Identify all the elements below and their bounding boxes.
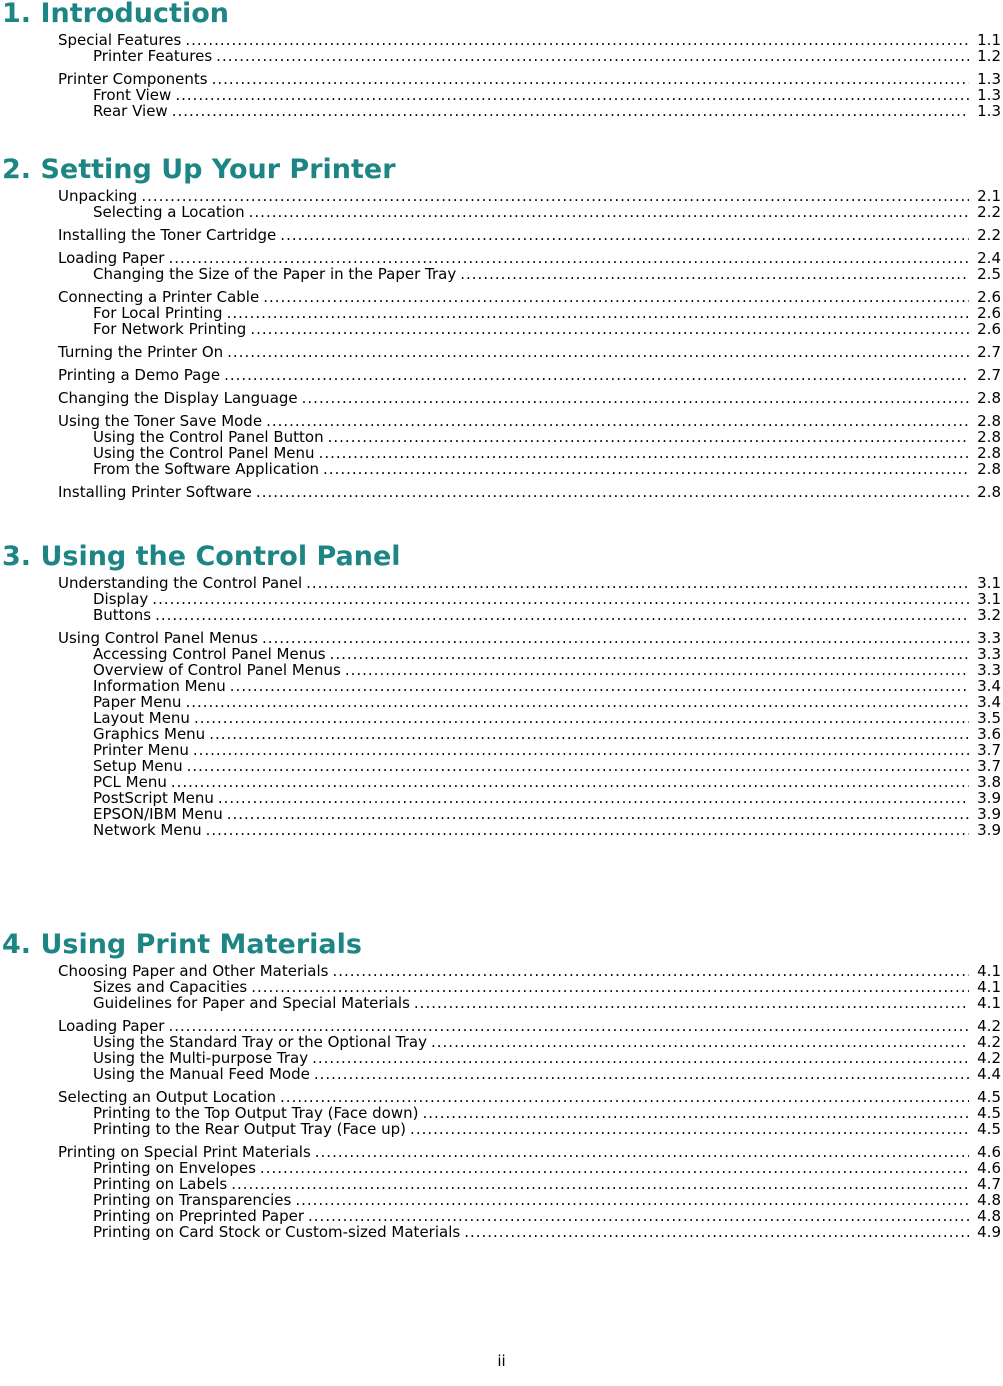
dot-leader <box>280 1089 969 1105</box>
toc-entry-label: Turning the Printer On <box>58 343 224 361</box>
toc-entry-page: 2.8 <box>977 460 1001 478</box>
toc-section-entry[interactable] <box>0 367 1003 383</box>
chapter-title: 1. Introduction <box>2 0 229 29</box>
toc-entry-label: Rear View <box>93 102 168 120</box>
toc-entry-page: 4.1 <box>977 962 1001 980</box>
toc-entry-page: 2.8 <box>977 428 1001 446</box>
toc-subsection-entry[interactable] <box>0 1176 1003 1192</box>
toc-subsection-entry[interactable] <box>0 806 1003 822</box>
toc-entry-label: Using the Control Panel Menu <box>93 444 315 462</box>
dot-leader <box>422 1105 969 1121</box>
toc-subsection-entry[interactable] <box>0 321 1003 337</box>
toc-entry-page: 1.3 <box>977 102 1001 120</box>
toc-subsection-entry[interactable] <box>0 1050 1003 1066</box>
toc-entry-page: 4.1 <box>977 994 1001 1012</box>
dot-leader <box>262 630 969 646</box>
chapter-title: 2. Setting Up Your Printer <box>2 154 396 185</box>
toc-section-entry[interactable] <box>0 413 1003 429</box>
toc-entry-label: Using the Toner Save Mode <box>58 412 263 430</box>
dot-leader <box>256 484 969 500</box>
toc-entry-page: 4.8 <box>977 1191 1001 1209</box>
toc-section-entry[interactable] <box>0 575 1003 591</box>
toc-subsection-entry[interactable] <box>0 979 1003 995</box>
toc-subsection-entry[interactable] <box>0 646 1003 662</box>
toc-subsection-entry[interactable] <box>0 1208 1003 1224</box>
toc-subsection-entry[interactable] <box>0 204 1003 220</box>
chapter-2 <box>0 156 1003 500</box>
toc-subsection-entry[interactable] <box>0 607 1003 623</box>
toc-entry-label: Information Menu <box>93 677 226 695</box>
toc-section-entry[interactable] <box>0 250 1003 266</box>
dot-leader <box>175 87 969 103</box>
dot-leader <box>302 390 969 406</box>
chapter-entries <box>0 575 1003 838</box>
toc-entry-label: Unpacking <box>58 187 138 205</box>
toc-entry-page: 3.3 <box>977 645 1001 663</box>
toc-entry-label: Printing on Transparencies <box>93 1191 292 1209</box>
toc-entry-label: Overview of Control Panel Menus <box>93 661 341 679</box>
toc-entry-label: Printing on Envelopes <box>93 1159 256 1177</box>
dot-leader <box>227 806 969 822</box>
toc-subsection-entry[interactable] <box>0 1066 1003 1082</box>
dot-leader <box>206 822 969 838</box>
toc-subsection-entry[interactable] <box>0 694 1003 710</box>
toc-entry-page: 2.6 <box>977 304 1001 322</box>
toc-section-entry[interactable] <box>0 188 1003 204</box>
toc-entry-page: 4.5 <box>977 1088 1001 1106</box>
toc-entry-page: 3.2 <box>977 606 1001 624</box>
toc-section-entry[interactable] <box>0 32 1003 48</box>
toc-entry-page: 4.5 <box>977 1120 1001 1138</box>
toc-entry-label: Network Menu <box>93 821 202 839</box>
toc-subsection-entry[interactable] <box>0 758 1003 774</box>
dot-leader <box>323 461 969 477</box>
chapter-title: 3. Using the Control Panel <box>2 541 401 572</box>
toc-entry-page: 4.6 <box>977 1143 1001 1161</box>
dot-leader <box>266 413 969 429</box>
toc-entry-page: 3.4 <box>977 693 1001 711</box>
toc-entry-label: Sizes and Capacities <box>93 978 248 996</box>
toc-entry-label: Installing the Toner Cartridge <box>58 226 277 244</box>
toc-subsection-entry[interactable] <box>0 103 1003 119</box>
toc-entry-page: 4.4 <box>977 1065 1001 1083</box>
toc-subsection-entry[interactable] <box>0 790 1003 806</box>
toc-entry-label: Paper Menu <box>93 693 182 711</box>
toc-entry-label: For Network Printing <box>93 320 247 338</box>
toc-subsection-entry[interactable] <box>0 995 1003 1011</box>
toc-entry-label: Printing on Preprinted Paper <box>93 1207 305 1225</box>
toc-entry-label: For Local Printing <box>93 304 223 322</box>
toc-entry-label: Printing a Demo Page <box>58 366 221 384</box>
toc-entry-label: Guidelines for Paper and Special Materials <box>93 994 410 1012</box>
dot-leader <box>260 1160 969 1176</box>
toc-section-entry[interactable] <box>0 227 1003 243</box>
toc-subsection-entry[interactable] <box>0 445 1003 461</box>
toc-entry-label: PCL Menu <box>93 773 167 791</box>
toc-entry-page: 3.1 <box>977 590 1001 608</box>
toc-section-entry[interactable] <box>0 289 1003 305</box>
toc-entry-label: Choosing Paper and Other Materials <box>58 962 329 980</box>
toc-entry-label: Buttons <box>93 606 152 624</box>
dot-leader <box>212 71 969 87</box>
toc-entry-label: EPSON/IBM Menu <box>93 805 223 823</box>
toc-entry-label: Printer Menu <box>93 741 189 759</box>
toc-entry-label: Using the Multi-purpose Tray <box>93 1049 309 1067</box>
dot-leader <box>227 305 969 321</box>
toc-entry-label: From the Software Application <box>93 460 320 478</box>
chapter-3 <box>0 543 1003 838</box>
dot-leader <box>172 103 969 119</box>
toc-subsection-entry[interactable] <box>0 1192 1003 1208</box>
dot-leader <box>209 726 969 742</box>
toc-subsection-entry[interactable] <box>0 1224 1003 1240</box>
toc-section-entry[interactable] <box>0 630 1003 646</box>
toc-section-entry[interactable] <box>0 71 1003 87</box>
toc-entry-label: Loading Paper <box>58 249 165 267</box>
toc-entry-page: 4.6 <box>977 1159 1001 1177</box>
toc-entry-page: 3.9 <box>977 805 1001 823</box>
toc-entry-page: 4.7 <box>977 1175 1001 1193</box>
toc-entry-label: Printer Components <box>58 70 208 88</box>
toc-subsection-entry[interactable] <box>0 1034 1003 1050</box>
toc-entry-label: Front View <box>93 86 172 104</box>
toc-entry-label: Understanding the Control Panel <box>58 574 303 592</box>
dot-leader <box>216 48 969 64</box>
dot-leader <box>332 963 969 979</box>
dot-leader <box>250 321 969 337</box>
toc-entry-label: Using Control Panel Menus <box>58 629 258 647</box>
toc-entry-page: 1.3 <box>977 70 1001 88</box>
dot-leader <box>263 289 969 305</box>
dot-leader <box>227 344 969 360</box>
dot-leader <box>249 204 969 220</box>
chapter-1 <box>0 0 1003 119</box>
toc-section-entry[interactable] <box>0 1144 1003 1160</box>
dot-leader <box>193 742 969 758</box>
toc-entry-page: 3.1 <box>977 574 1001 592</box>
dot-leader <box>431 1034 969 1050</box>
toc-entry-label: PostScript Menu <box>93 789 214 807</box>
toc-entry-page: 3.7 <box>977 757 1001 775</box>
toc-entry-page: 2.8 <box>977 412 1001 430</box>
dot-leader <box>460 266 969 282</box>
toc-entry-page: 3.9 <box>977 821 1001 839</box>
page-number: ii <box>497 1352 506 1370</box>
dot-leader <box>185 32 969 48</box>
toc-entry-label: Display <box>93 590 149 608</box>
toc-entry-label: Installing Printer Software <box>58 483 252 501</box>
toc-section-entry[interactable] <box>0 484 1003 500</box>
toc-entry-label: Printing to the Top Output Tray (Face down) <box>93 1104 419 1122</box>
toc-entry-page: 3.3 <box>977 629 1001 647</box>
dot-leader <box>315 1144 969 1160</box>
toc-entry-label: Using the Control Panel Button <box>93 428 324 446</box>
dot-leader <box>187 758 969 774</box>
chapter-entries <box>0 188 1003 500</box>
toc-subsection-entry[interactable] <box>0 591 1003 607</box>
toc-entry-page: 2.7 <box>977 366 1001 384</box>
toc-subsection-entry[interactable] <box>0 710 1003 726</box>
toc-section-entry[interactable] <box>0 1089 1003 1105</box>
toc-entry-page: 3.7 <box>977 741 1001 759</box>
toc-entry-label: Connecting a Printer Cable <box>58 288 260 306</box>
toc-entry-label: Printer Features <box>93 47 213 65</box>
toc-entry-page: 1.2 <box>977 47 1001 65</box>
toc-subsection-entry[interactable] <box>0 726 1003 742</box>
toc-entry-page: 2.6 <box>977 320 1001 338</box>
toc-entry-label: Printing to the Rear Output Tray (Face up) <box>93 1120 407 1138</box>
toc-entry-label: Setup Menu <box>93 757 183 775</box>
toc-entry-page: 3.9 <box>977 789 1001 807</box>
toc-entry-page: 4.2 <box>977 1017 1001 1035</box>
toc-entry-page: 2.2 <box>977 226 1001 244</box>
toc-entry-page: 2.1 <box>977 187 1001 205</box>
toc-subsection-entry[interactable] <box>0 662 1003 678</box>
chapter-title: 4. Using Print Materials <box>2 929 362 960</box>
toc-entry-page: 2.5 <box>977 265 1001 283</box>
dot-leader <box>345 662 969 678</box>
dot-leader <box>185 694 969 710</box>
dot-leader <box>328 429 969 445</box>
toc-entry-page: 3.5 <box>977 709 1001 727</box>
toc-entry-label: Layout Menu <box>93 709 190 727</box>
dot-leader <box>464 1224 969 1240</box>
toc-entry-page: 2.7 <box>977 343 1001 361</box>
toc-entry-page: 4.2 <box>977 1033 1001 1051</box>
toc-entry-label: Selecting a Location <box>93 203 245 221</box>
toc-entry-label: Changing the Display Language <box>58 389 298 407</box>
toc-entry-page: 3.8 <box>977 773 1001 791</box>
toc-entry-page: 3.6 <box>977 725 1001 743</box>
toc-entry-page: 3.4 <box>977 677 1001 695</box>
toc-subsection-entry[interactable] <box>0 774 1003 790</box>
toc-entry-label: Selecting an Output Location <box>58 1088 277 1106</box>
toc-section-entry[interactable] <box>0 1018 1003 1034</box>
toc-section-entry[interactable] <box>0 963 1003 979</box>
toc-subsection-entry[interactable] <box>0 461 1003 477</box>
dot-leader <box>414 995 969 1011</box>
dot-leader <box>251 979 969 995</box>
dot-leader <box>295 1192 969 1208</box>
toc-section-entry[interactable] <box>0 390 1003 406</box>
toc-entry-page: 2.2 <box>977 203 1001 221</box>
toc-entry-page: 4.1 <box>977 978 1001 996</box>
toc-entry-label: Accessing Control Panel Menus <box>93 645 326 663</box>
toc-subsection-entry[interactable] <box>0 742 1003 758</box>
toc-subsection-entry[interactable] <box>0 1105 1003 1121</box>
chapter-4 <box>0 931 1003 1240</box>
toc-entry-label: Using the Standard Tray or the Optional Tray <box>93 1033 427 1051</box>
toc-entry-page: 2.6 <box>977 288 1001 306</box>
toc-section-entry[interactable] <box>0 344 1003 360</box>
toc-subsection-entry[interactable] <box>0 266 1003 282</box>
dot-leader <box>171 774 969 790</box>
toc-subsection-entry[interactable] <box>0 1121 1003 1137</box>
toc-subsection-entry[interactable] <box>0 87 1003 103</box>
dot-leader <box>155 607 969 623</box>
dot-leader <box>308 1208 969 1224</box>
dot-leader <box>168 1018 969 1034</box>
dot-leader <box>231 1176 969 1192</box>
dot-leader <box>319 445 969 461</box>
toc-entry-page: 2.4 <box>977 249 1001 267</box>
dot-leader <box>218 790 969 806</box>
toc-entry-page: 1.3 <box>977 86 1001 104</box>
toc-entry-page: 2.8 <box>977 444 1001 462</box>
toc-entry-label: Using the Manual Feed Mode <box>93 1065 310 1083</box>
toc-subsection-entry[interactable] <box>0 48 1003 64</box>
dot-leader <box>224 367 969 383</box>
toc-entry-label: Changing the Size of the Paper in the Paper Tray <box>93 265 457 283</box>
toc-entry-label: Printing on Card Stock or Custom-sized Materials <box>93 1223 461 1241</box>
toc-entry-page: 1.1 <box>977 31 1001 49</box>
toc-subsection-entry[interactable] <box>0 429 1003 445</box>
toc-entry-page: 3.3 <box>977 661 1001 679</box>
toc-entry-page: 4.9 <box>977 1223 1001 1241</box>
toc-subsection-entry[interactable] <box>0 822 1003 838</box>
toc-subsection-entry[interactable] <box>0 305 1003 321</box>
dot-leader <box>168 250 969 266</box>
toc-subsection-entry[interactable] <box>0 1160 1003 1176</box>
chapter-entries <box>0 963 1003 1240</box>
dot-leader <box>230 678 969 694</box>
dot-leader <box>306 575 969 591</box>
toc-entry-label: Special Features <box>58 31 182 49</box>
toc-entry-page: 4.5 <box>977 1104 1001 1122</box>
toc-entry-label: Printing on Labels <box>93 1175 228 1193</box>
dot-leader <box>280 227 969 243</box>
toc-entry-label: Printing on Special Print Materials <box>58 1143 311 1161</box>
dot-leader <box>330 646 969 662</box>
dot-leader <box>152 591 969 607</box>
toc-entry-page: 4.8 <box>977 1207 1001 1225</box>
dot-leader <box>141 188 969 204</box>
toc-entry-label: Loading Paper <box>58 1017 165 1035</box>
toc-entry-label: Graphics Menu <box>93 725 206 743</box>
toc-entry-page: 4.2 <box>977 1049 1001 1067</box>
dot-leader <box>312 1050 969 1066</box>
dot-leader <box>314 1066 969 1082</box>
dot-leader <box>410 1121 969 1137</box>
toc-entry-page: 2.8 <box>977 389 1001 407</box>
toc-subsection-entry[interactable] <box>0 678 1003 694</box>
chapter-entries <box>0 32 1003 119</box>
dot-leader <box>194 710 969 726</box>
toc-entry-page: 2.8 <box>977 483 1001 501</box>
